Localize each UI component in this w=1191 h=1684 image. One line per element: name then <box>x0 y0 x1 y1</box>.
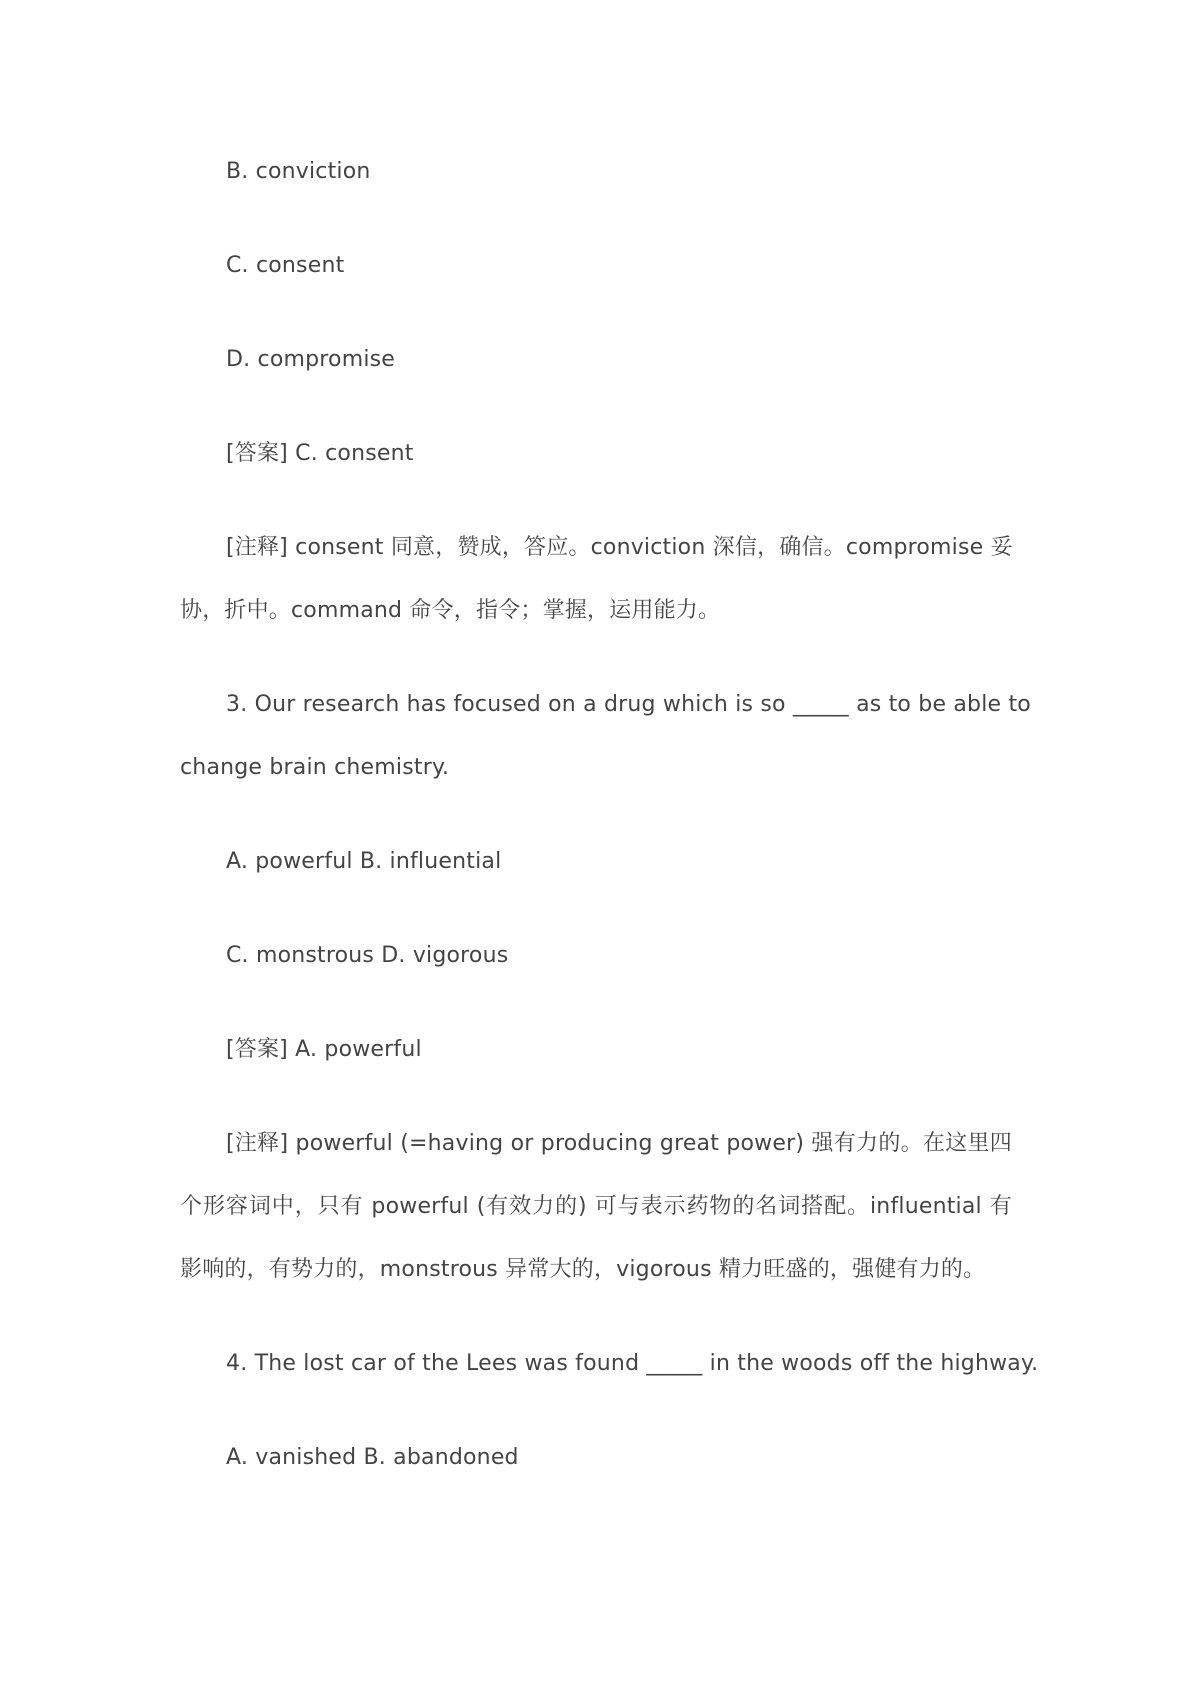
q3-note-line-1: [注释] powerful (=having or producing great power) 强有力的。在这里四 <box>226 1131 1012 1156</box>
q3-note-line-3: 影响的，有势力的，monstrous 异常大的，vigorous 精力旺盛的，强健有力的。 <box>180 1257 986 1282</box>
q2-answer: [答案] C. consent <box>226 441 414 466</box>
q3-note-line-2: 个形容词中，只有 powerful (有效力的) 可与表示药物的名词搭配。influential 有 <box>180 1194 1012 1219</box>
q3-stem-line-2: change brain chemistry. <box>180 755 450 780</box>
q3-options-cd: C. monstrous D. vigorous <box>226 943 509 968</box>
q4-stem: 4. The lost car of the Lees was found _____ in the woods off the highway. <box>226 1351 1039 1376</box>
q3-answer: [答案] A. powerful <box>226 1037 422 1062</box>
q3-options-ab: A. powerful B. influential <box>226 849 502 874</box>
q2-option-d: D. compromise <box>226 347 396 372</box>
q2-option-c: C. consent <box>226 253 345 278</box>
q2-option-b: B. conviction <box>226 159 371 184</box>
q4-options-ab: A. vanished B. abandoned <box>226 1445 519 1470</box>
q3-stem-line-1: 3. Our research has focused on a drug which is so _____ as to be able to <box>226 692 1031 717</box>
q2-note-line-1: [注释] consent 同意，赞成，答应。conviction 深信，确信。compromise 妥 <box>226 535 1013 560</box>
q2-note-line-2: 协，折中。command 命令，指令；掌握，运用能力。 <box>180 598 721 623</box>
